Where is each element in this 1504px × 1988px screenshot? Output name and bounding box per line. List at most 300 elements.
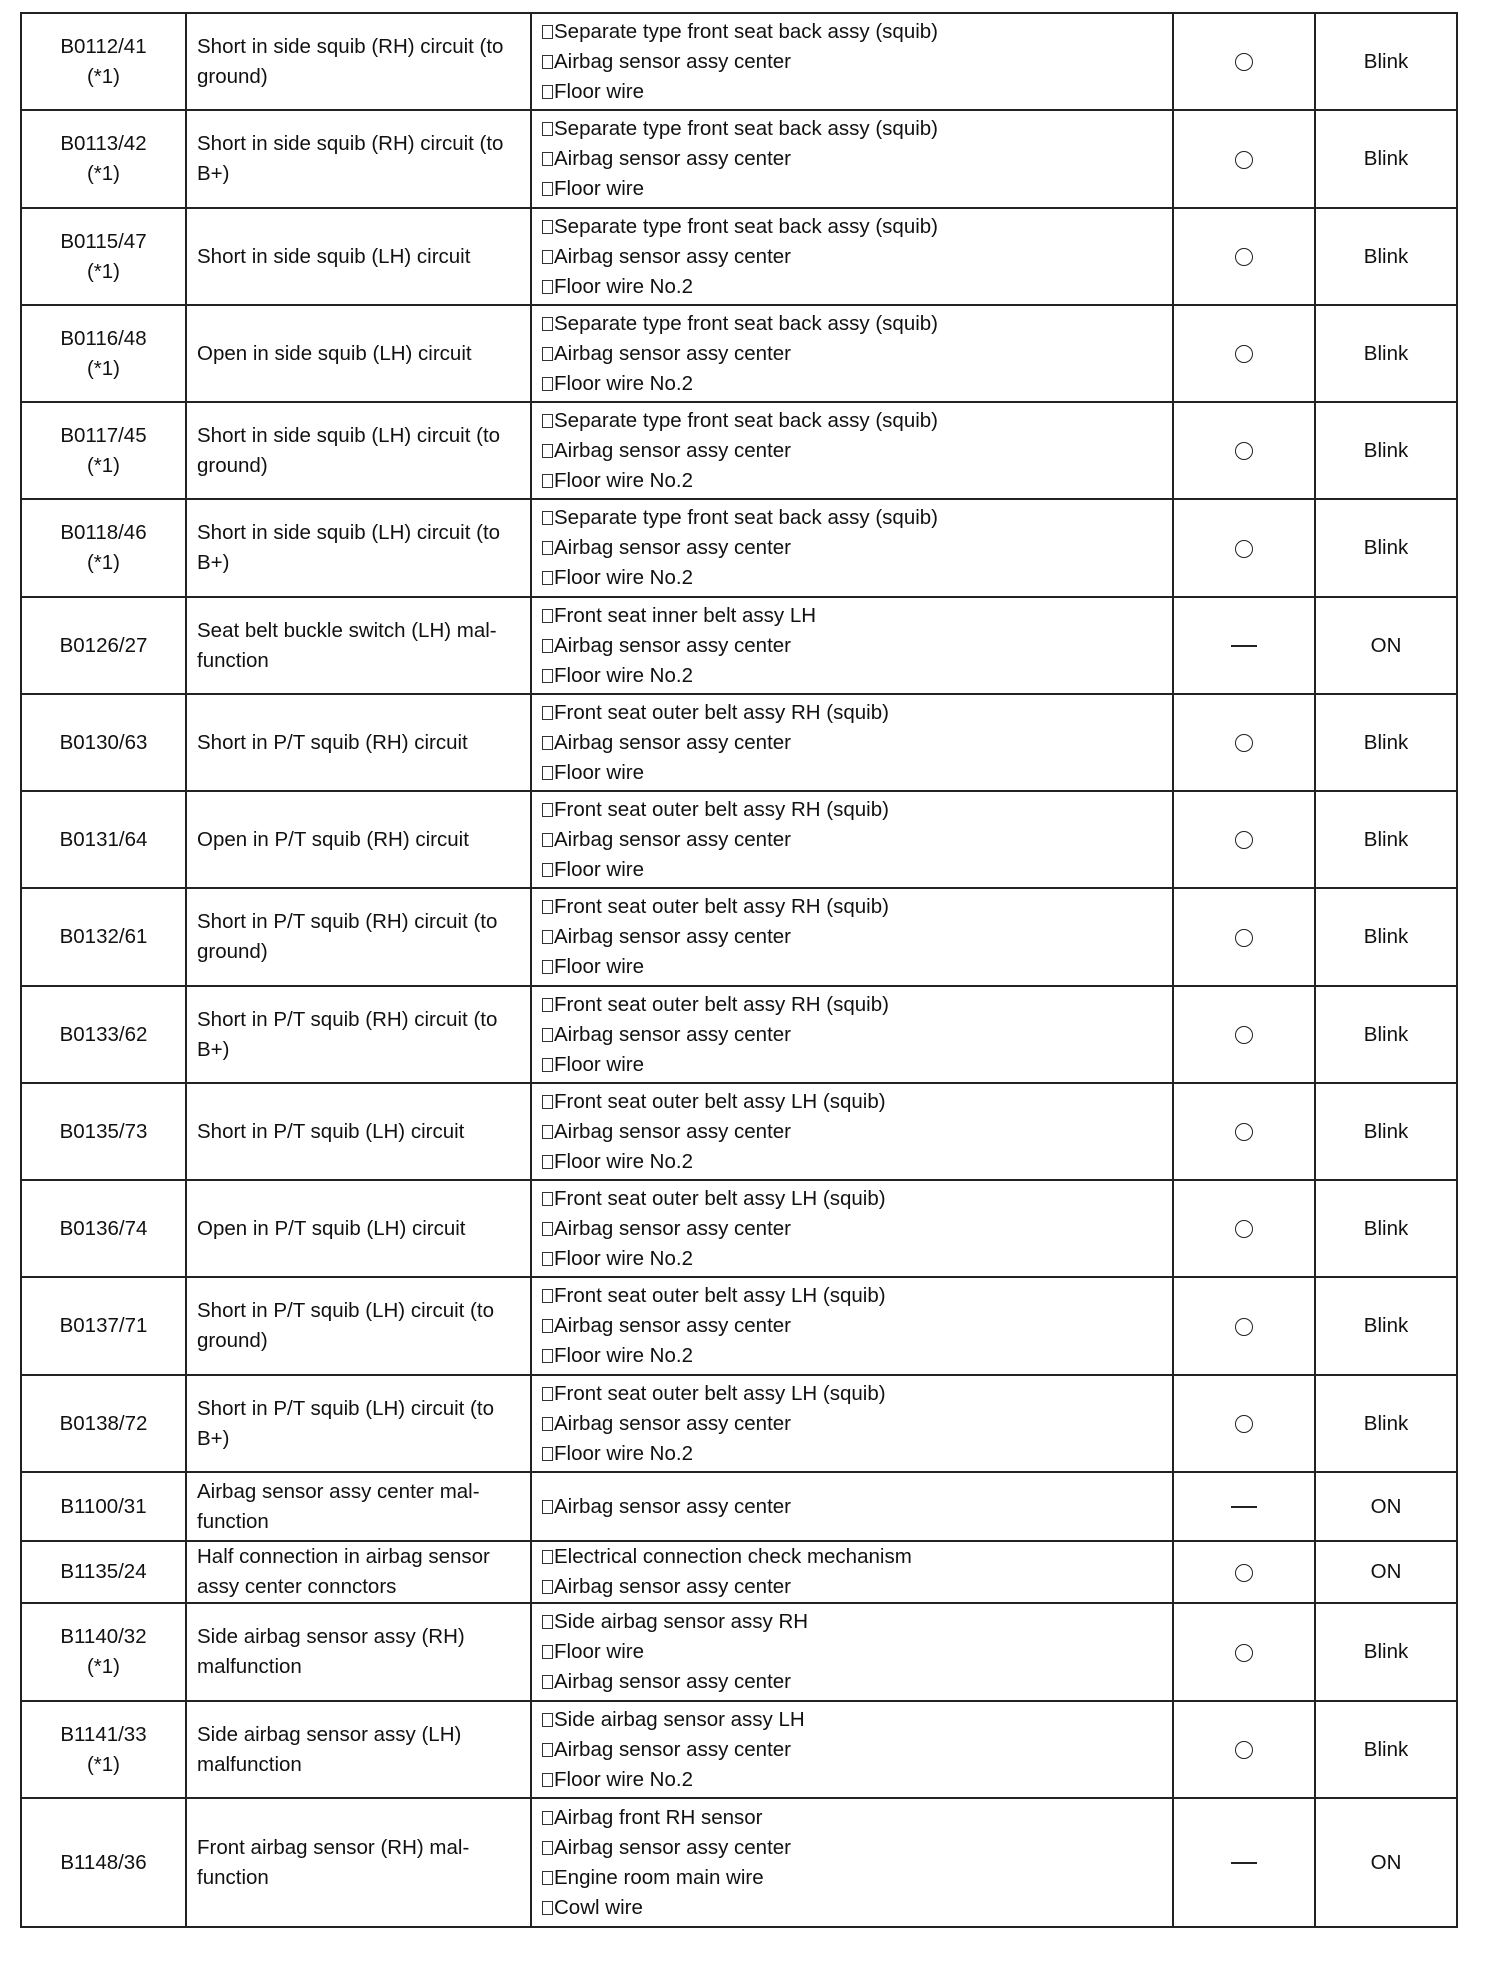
circle-icon — [1235, 53, 1253, 71]
trouble-area-cell — [531, 1798, 1173, 1927]
dtc-code: B0112/41 — [60, 34, 147, 58]
dtc-table — [20, 12, 1458, 1928]
table-row — [21, 208, 1457, 305]
bullet-box-icon — [542, 1871, 553, 1885]
trouble-area-item — [542, 631, 1162, 661]
trouble-area-text: Floor wire No.2 — [554, 274, 693, 298]
trouble-area-text: Separate type front seat back assy (squib) — [554, 214, 939, 238]
trouble-area-item — [542, 892, 1162, 922]
bullet-box-icon — [542, 1645, 553, 1659]
warning-lamp-status: Blink — [1315, 1083, 1457, 1180]
dtc-code: B0133/62 — [59, 1022, 148, 1046]
dtc-code: B1141/33 — [60, 1722, 147, 1746]
bullet-box-icon — [542, 511, 553, 525]
dtc-code-cell — [21, 402, 186, 499]
dtc-code-cell — [21, 1798, 186, 1927]
bullet-box-icon — [542, 1192, 553, 1206]
trouble-area-cell — [531, 208, 1173, 305]
bullet-box-icon — [542, 122, 553, 136]
detection-item: Open in side squib (LH) circuit — [186, 305, 531, 402]
dtc-code-cell — [21, 986, 186, 1083]
trouble-area-cell — [531, 597, 1173, 694]
warning-lamp-status: Blink — [1315, 791, 1457, 888]
bullet-box-icon — [542, 377, 553, 391]
warning-lamp-status: Blink — [1315, 305, 1457, 402]
circle-icon — [1235, 540, 1253, 558]
dash-icon — [1231, 1862, 1257, 1864]
dtc-note: (*1) — [86, 162, 121, 185]
table-row — [21, 597, 1457, 694]
trouble-area-cell — [531, 499, 1173, 597]
trouble-area-text: Floor wire No.2 — [554, 566, 693, 589]
bullet-box-icon — [542, 900, 553, 914]
memory-cell — [1173, 13, 1315, 110]
trouble-area-cell — [531, 1277, 1173, 1375]
trouble-area-text: Airbag sensor assy center — [554, 49, 792, 73]
warning-lamp-status: ON — [1315, 1798, 1457, 1927]
trouble-area-text: Airbag sensor assy center — [554, 147, 792, 170]
trouble-area-cell — [531, 1701, 1173, 1798]
circle-icon — [1235, 1220, 1253, 1238]
memory-cell — [1173, 208, 1315, 305]
detection-item: Short in side squib (LH) circuit (to ground) — [186, 402, 531, 499]
detection-item: Short in P/T squib (LH) circuit (to ground) — [186, 1277, 531, 1375]
bullet-box-icon — [542, 706, 553, 720]
warning-lamp-status: Blink — [1315, 402, 1457, 499]
warning-lamp-status: Blink — [1315, 888, 1457, 986]
table-row — [21, 1798, 1457, 1927]
memory-cell — [1173, 1603, 1315, 1701]
trouble-area-item — [542, 272, 1162, 302]
memory-cell — [1173, 1541, 1315, 1603]
trouble-area-text: Front seat outer belt assy LH (squib) — [554, 1089, 886, 1113]
dtc-code: B0117/45 — [60, 423, 147, 447]
bullet-box-icon — [542, 1252, 553, 1266]
bullet-box-icon — [542, 1901, 553, 1915]
trouble-area-text: Floor wire No.2 — [554, 1767, 693, 1791]
trouble-area-item — [542, 1214, 1162, 1244]
bullet-box-icon — [542, 1349, 553, 1363]
warning-lamp-status: Blink — [1315, 13, 1457, 110]
trouble-area-text: Separate type front seat back assy (squib) — [554, 311, 939, 335]
bullet-box-icon — [542, 1417, 553, 1431]
trouble-area-item — [542, 1607, 1162, 1637]
dtc-code-cell — [21, 13, 186, 110]
trouble-area-item — [542, 825, 1162, 855]
memory-cell — [1173, 1472, 1315, 1541]
dtc-note: (*1) — [86, 259, 121, 283]
trouble-area-cell — [531, 986, 1173, 1083]
dtc-note: (*1) — [86, 64, 121, 88]
dtc-code: B1140/32 — [60, 1625, 147, 1648]
memory-cell — [1173, 1083, 1315, 1180]
warning-lamp-status: Blink — [1315, 1375, 1457, 1472]
trouble-area-item — [542, 144, 1162, 174]
bullet-box-icon — [542, 1095, 553, 1109]
bullet-box-icon — [542, 766, 553, 780]
trouble-area-item — [542, 1572, 1162, 1602]
trouble-area-item — [542, 174, 1162, 204]
trouble-area-text: Side airbag sensor assy RH — [554, 1610, 809, 1633]
dtc-code-cell — [21, 1180, 186, 1277]
detection-item: Airbag sensor assy center mal-function — [186, 1472, 531, 1541]
table-row — [21, 1701, 1457, 1798]
bullet-box-icon — [542, 347, 553, 361]
trouble-area-text: Floor wire — [554, 79, 644, 103]
table-row — [21, 1603, 1457, 1701]
trouble-area-item — [542, 114, 1162, 144]
bullet-box-icon — [542, 85, 553, 99]
trouble-area-text: Front seat outer belt assy RH (squib) — [554, 797, 889, 821]
circle-icon — [1235, 1644, 1253, 1662]
bullet-box-icon — [542, 444, 553, 458]
dtc-code: B0116/48 — [60, 326, 147, 350]
dtc-code: B0126/27 — [59, 633, 148, 657]
memory-cell — [1173, 986, 1315, 1083]
dtc-code-cell — [21, 597, 186, 694]
trouble-area-text: Airbag sensor assy center — [554, 1670, 792, 1693]
warning-lamp-status: Blink — [1315, 1180, 1457, 1277]
circle-icon — [1235, 929, 1253, 947]
trouble-area-item — [542, 1117, 1162, 1147]
trouble-area-text: Airbag sensor assy center — [554, 1835, 792, 1859]
table-row — [21, 402, 1457, 499]
dtc-table-body — [21, 13, 1457, 1927]
trouble-area-text: Airbag sensor assy center — [554, 536, 792, 559]
trouble-area-text: Airbag sensor assy center — [554, 1119, 792, 1143]
bullet-box-icon — [542, 1580, 553, 1594]
detection-item: Short in P/T squib (RH) circuit (to ground) — [186, 888, 531, 986]
trouble-area-cell — [531, 1541, 1173, 1603]
table-row — [21, 1083, 1457, 1180]
trouble-area-item — [542, 1863, 1162, 1893]
table-row — [21, 791, 1457, 888]
table-row — [21, 1472, 1457, 1541]
trouble-area-item — [542, 1184, 1162, 1214]
trouble-area-text: Separate type front seat back assy (squib) — [554, 408, 939, 432]
trouble-area-item — [542, 1667, 1162, 1697]
bullet-box-icon — [542, 182, 553, 196]
trouble-area-text: Engine room main wire — [554, 1865, 764, 1889]
circle-icon — [1235, 831, 1253, 849]
trouble-area-text: Airbag sensor assy center — [554, 1022, 792, 1046]
trouble-area-item — [542, 698, 1162, 728]
table-row — [21, 1375, 1457, 1472]
trouble-area-text: Floor wire No.2 — [554, 371, 693, 395]
trouble-area-text: Floor wire No.2 — [554, 1441, 693, 1465]
bullet-box-icon — [542, 250, 553, 264]
trouble-area-text: Airbag front RH sensor — [554, 1805, 763, 1829]
trouble-area-item — [542, 1803, 1162, 1833]
trouble-area-text: Floor wire No.2 — [554, 1246, 693, 1270]
bullet-box-icon — [542, 1841, 553, 1855]
dtc-code: B0135/73 — [59, 1119, 148, 1143]
bullet-box-icon — [542, 414, 553, 428]
bullet-box-icon — [542, 1319, 553, 1333]
circle-icon — [1235, 345, 1253, 363]
trouble-area-item — [542, 952, 1162, 982]
dtc-code: B0136/74 — [59, 1216, 148, 1240]
trouble-area-text: Front seat outer belt assy LH (squib) — [554, 1186, 886, 1210]
trouble-area-item — [542, 1379, 1162, 1409]
warning-lamp-status: Blink — [1315, 208, 1457, 305]
trouble-area-text: Airbag sensor assy center — [554, 1411, 792, 1435]
memory-cell — [1173, 499, 1315, 597]
detection-item: Short in side squib (RH) circuit (to ground) — [186, 13, 531, 110]
detection-item: Short in P/T squib (LH) circuit — [186, 1083, 531, 1180]
memory-cell — [1173, 1798, 1315, 1927]
trouble-area-item — [542, 1244, 1162, 1274]
bullet-box-icon — [542, 736, 553, 750]
detection-item: Open in P/T squib (RH) circuit — [186, 791, 531, 888]
dtc-code: B0118/46 — [60, 521, 147, 544]
bullet-box-icon — [542, 220, 553, 234]
dtc-code-cell — [21, 1541, 186, 1603]
trouble-area-text: Airbag sensor assy center — [554, 633, 792, 657]
trouble-area-text: Airbag sensor assy center — [554, 1737, 792, 1761]
detection-item: Side airbag sensor assy (LH) malfunction — [186, 1701, 531, 1798]
trouble-area-text: Airbag sensor assy center — [554, 1216, 792, 1240]
dash-icon — [1231, 645, 1257, 647]
warning-lamp-status: Blink — [1315, 1603, 1457, 1701]
trouble-area-item — [542, 369, 1162, 399]
trouble-area-item — [542, 1439, 1162, 1469]
circle-icon — [1235, 1123, 1253, 1141]
bullet-box-icon — [542, 1028, 553, 1042]
bullet-box-icon — [542, 609, 553, 623]
memory-cell — [1173, 1277, 1315, 1375]
bullet-box-icon — [542, 833, 553, 847]
dtc-code: B0130/63 — [59, 730, 148, 754]
trouble-area-item — [542, 795, 1162, 825]
trouble-area-item — [542, 436, 1162, 466]
trouble-area-text: Floor wire No.2 — [554, 468, 693, 492]
circle-icon — [1235, 442, 1253, 460]
bullet-box-icon — [542, 960, 553, 974]
trouble-area-text: Floor wire — [554, 1052, 644, 1076]
bullet-box-icon — [542, 998, 553, 1012]
trouble-area-text: Floor wire — [554, 1640, 644, 1663]
trouble-area-text: Separate type front seat back assy (squib) — [554, 117, 939, 140]
trouble-area-text: Front seat outer belt assy RH (squib) — [554, 700, 889, 724]
dtc-code: B1100/31 — [60, 1494, 147, 1518]
trouble-area-text: Airbag sensor assy center — [554, 341, 792, 365]
dtc-note: (*1) — [86, 551, 121, 574]
bullet-box-icon — [542, 1447, 553, 1461]
memory-cell — [1173, 597, 1315, 694]
detection-item: Short in side squib (RH) circuit (to B+) — [186, 110, 531, 208]
trouble-area-cell — [531, 1375, 1173, 1472]
trouble-area-text: Airbag sensor assy center — [554, 827, 792, 851]
memory-cell — [1173, 305, 1315, 402]
trouble-area-cell — [531, 13, 1173, 110]
trouble-area-item — [542, 1705, 1162, 1735]
warning-lamp-status: Blink — [1315, 986, 1457, 1083]
trouble-area-text: Floor wire — [554, 760, 644, 784]
circle-icon — [1235, 1415, 1253, 1433]
trouble-area-cell — [531, 694, 1173, 791]
dtc-code: B0115/47 — [60, 229, 147, 253]
detection-item: Open in P/T squib (LH) circuit — [186, 1180, 531, 1277]
bullet-box-icon — [542, 1811, 553, 1825]
dtc-code-cell — [21, 791, 186, 888]
warning-lamp-status: ON — [1315, 597, 1457, 694]
dtc-code-cell — [21, 1277, 186, 1375]
table-row — [21, 694, 1457, 791]
trouble-area-item — [542, 758, 1162, 788]
bullet-box-icon — [542, 55, 553, 69]
dtc-note: (*1) — [86, 1655, 121, 1678]
trouble-area-item — [542, 1341, 1162, 1371]
trouble-area-item — [542, 1020, 1162, 1050]
bullet-box-icon — [542, 1155, 553, 1169]
table-row — [21, 13, 1457, 110]
trouble-area-item — [542, 1542, 1162, 1572]
bullet-box-icon — [542, 863, 553, 877]
warning-lamp-status: Blink — [1315, 1701, 1457, 1798]
dtc-code-cell — [21, 1083, 186, 1180]
memory-cell — [1173, 694, 1315, 791]
bullet-box-icon — [542, 1125, 553, 1139]
trouble-area-item — [542, 1409, 1162, 1439]
bullet-box-icon — [542, 1500, 553, 1514]
bullet-box-icon — [542, 1713, 553, 1727]
circle-icon — [1235, 1564, 1253, 1582]
trouble-area-text: Airbag sensor assy center — [554, 925, 792, 948]
trouble-area-text: Airbag sensor assy center — [554, 244, 792, 268]
table-row — [21, 305, 1457, 402]
trouble-area-item — [542, 855, 1162, 885]
bullet-box-icon — [542, 1289, 553, 1303]
trouble-area-text: Front seat outer belt assy LH (squib) — [554, 1381, 886, 1405]
trouble-area-item — [542, 1833, 1162, 1863]
bullet-box-icon — [542, 930, 553, 944]
dtc-code: B0113/42 — [60, 132, 147, 155]
memory-cell — [1173, 402, 1315, 499]
bullet-box-icon — [542, 280, 553, 294]
bullet-box-icon — [542, 1743, 553, 1757]
trouble-area-cell — [531, 1472, 1173, 1541]
trouble-area-item — [542, 17, 1162, 47]
detection-item: Side airbag sensor assy (RH) malfunction — [186, 1603, 531, 1701]
trouble-area-item — [542, 1637, 1162, 1667]
trouble-area-cell — [531, 888, 1173, 986]
bullet-box-icon — [542, 152, 553, 166]
table-row — [21, 1277, 1457, 1375]
trouble-area-text: Front seat inner belt assy LH — [554, 603, 817, 627]
warning-lamp-status: Blink — [1315, 499, 1457, 597]
table-row — [21, 1541, 1457, 1603]
trouble-area-item — [542, 77, 1162, 107]
bullet-box-icon — [542, 803, 553, 817]
trouble-area-item — [542, 1765, 1162, 1795]
trouble-area-item — [542, 1492, 1162, 1522]
trouble-area-item — [542, 601, 1162, 631]
trouble-area-item — [542, 533, 1162, 563]
trouble-area-item — [542, 922, 1162, 952]
trouble-area-cell — [531, 305, 1173, 402]
trouble-area-text: Airbag sensor assy center — [554, 438, 792, 462]
trouble-area-text: Front seat outer belt assy LH (squib) — [554, 1284, 886, 1307]
bullet-box-icon — [542, 1222, 553, 1236]
bullet-box-icon — [542, 25, 553, 39]
dash-icon — [1231, 1506, 1257, 1508]
dtc-code: B0132/61 — [59, 925, 148, 948]
trouble-area-text: Floor wire — [554, 955, 644, 978]
bullet-box-icon — [542, 1773, 553, 1787]
trouble-area-cell — [531, 791, 1173, 888]
dtc-code-cell — [21, 499, 186, 597]
circle-icon — [1235, 1318, 1253, 1336]
bullet-box-icon — [542, 1615, 553, 1629]
trouble-area-item — [542, 661, 1162, 691]
warning-lamp-status: ON — [1315, 1472, 1457, 1541]
circle-icon — [1235, 1026, 1253, 1044]
trouble-area-text: Floor wire No.2 — [554, 1344, 693, 1367]
trouble-area-text: Cowl wire — [554, 1895, 643, 1919]
dtc-code-cell — [21, 1472, 186, 1541]
trouble-area-text: Front seat outer belt assy RH (squib) — [554, 895, 889, 918]
detection-item: Half connection in airbag sensor assy center connctors — [186, 1541, 531, 1603]
trouble-area-item — [542, 47, 1162, 77]
dtc-code-cell — [21, 1603, 186, 1701]
warning-lamp-status: Blink — [1315, 110, 1457, 208]
warning-lamp-status: Blink — [1315, 694, 1457, 791]
trouble-area-item — [542, 1050, 1162, 1080]
trouble-area-item — [542, 1087, 1162, 1117]
dtc-note: (*1) — [86, 356, 121, 380]
detection-item: Short in side squib (LH) circuit (to B+) — [186, 499, 531, 597]
table-row — [21, 888, 1457, 986]
detection-item: Short in P/T squib (RH) circuit — [186, 694, 531, 791]
bullet-box-icon — [542, 1387, 553, 1401]
trouble-area-cell — [531, 1083, 1173, 1180]
dtc-code-cell — [21, 1375, 186, 1472]
bullet-box-icon — [542, 571, 553, 585]
table-row — [21, 110, 1457, 208]
memory-cell — [1173, 110, 1315, 208]
trouble-area-item — [542, 728, 1162, 758]
table-row — [21, 986, 1457, 1083]
trouble-area-item — [542, 990, 1162, 1020]
trouble-area-item — [542, 1311, 1162, 1341]
detection-item: Short in P/T squib (RH) circuit (to B+) — [186, 986, 531, 1083]
dtc-code-cell — [21, 694, 186, 791]
circle-icon — [1235, 248, 1253, 266]
dtc-code-cell — [21, 110, 186, 208]
trouble-area-item — [542, 503, 1162, 533]
bullet-box-icon — [542, 639, 553, 653]
trouble-area-item — [542, 1147, 1162, 1177]
trouble-area-item — [542, 563, 1162, 593]
detection-item: Front airbag sensor (RH) mal-function — [186, 1798, 531, 1927]
dtc-note: (*1) — [86, 453, 121, 477]
trouble-area-text: Airbag sensor assy center — [554, 1494, 792, 1518]
trouble-area-text: Floor wire No.2 — [554, 663, 693, 687]
trouble-area-item — [542, 466, 1162, 496]
dtc-code-cell — [21, 305, 186, 402]
trouble-area-cell — [531, 110, 1173, 208]
trouble-area-cell — [531, 1603, 1173, 1701]
table-row — [21, 499, 1457, 597]
trouble-area-text: Separate type front seat back assy (squib) — [554, 19, 939, 43]
memory-cell — [1173, 791, 1315, 888]
detection-item: Short in P/T squib (LH) circuit (to B+) — [186, 1375, 531, 1472]
trouble-area-text: Floor wire — [554, 177, 644, 200]
dtc-code: B1135/24 — [60, 1560, 147, 1583]
trouble-area-text: Separate type front seat back assy (squib) — [554, 506, 939, 529]
table-row — [21, 1180, 1457, 1277]
